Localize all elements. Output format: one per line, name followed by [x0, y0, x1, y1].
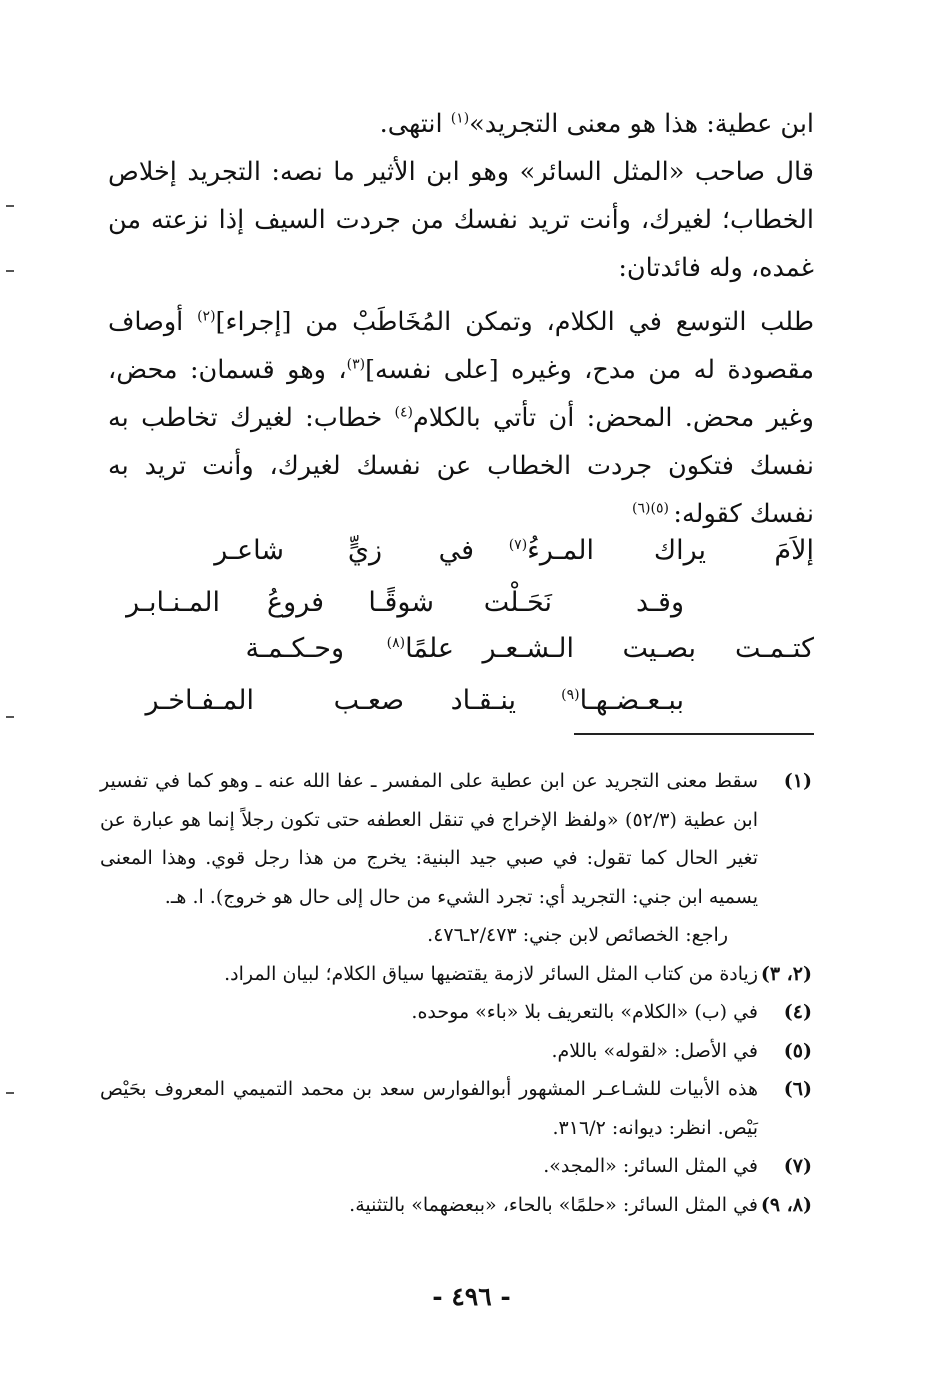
verse-word: شوقًـا [368, 587, 434, 618]
footnote-text-line2: راجع: الخصائص لابن جني: ٢/٤٧٣ـ٤٧٦. [427, 924, 728, 946]
footnote-text: في الأصل: «لقوله» باللام. [551, 1039, 758, 1062]
verse-line-1 [108, 526, 814, 576]
verse-word: يراك [653, 535, 706, 566]
verse-word: وحـكـمـة [245, 633, 344, 664]
footnote-text: في المثل السائر: «حلمًا» بالحاء، «ببعضهما» بالتثنية. [349, 1193, 758, 1216]
footnote-separator [574, 733, 814, 735]
verse-word: المـرءُ$^{(٧)}$ [508, 535, 594, 566]
scan-mark [6, 270, 14, 272]
verse-word: صعـب [333, 685, 404, 716]
p1-end: انتهى. [379, 109, 451, 139]
verse-word: المـفـاخـر [145, 685, 254, 716]
verse-word: ينـقـاد [450, 685, 516, 716]
footnote-ref-4: (٤) [394, 404, 413, 421]
p3c-text: ، وهو قسمان: محض، وغير محض. المحض: أن تأتي بالكلام [108, 355, 814, 433]
verse-word: المـنـابـر [126, 587, 220, 618]
footnote-8-9 [100, 1186, 812, 1225]
scan-mark [6, 205, 14, 207]
verse-word: إلاَمَ [774, 535, 814, 566]
footnote-number: (٤) [783, 1001, 812, 1023]
paragraph-2: قال صاحب «المثل السائر» وهو ابن الأثير ما نصه: التجريد إخلاص الخطاب؛ لغيرك، وأنت تريد نفسك من جردت السيف إذا نزعته من غمده، وله فائدتان: [108, 157, 814, 283]
p1-text: ابن عطية: هذا هو معنى التجريد» [469, 109, 814, 139]
footnote-number: (٦) [783, 1078, 812, 1100]
main-text [108, 100, 814, 538]
footnote-text: هذه الأبيات للشـاعـر المشهور أبوالفوارس سعد بن محمد التميمي المعروف بحَيْص بَيْص. انظر: ديوانه: ٣١٦/٢. [100, 1078, 758, 1139]
footnote-text: زيادة من كتاب المثل السائر لازمة يقتضيها سياق الكلام؛ لبيان المراد. [224, 962, 758, 985]
verse-line-2 [108, 578, 814, 628]
verse-line-4 [108, 676, 814, 726]
verse-word: زيٍّ [347, 535, 382, 566]
verse-word: وقـد [635, 587, 684, 618]
verse-word: كتـمـت [735, 633, 814, 664]
footnote-text: في (ب) «الكلام» بالتعريف بلا «باء» موحده. [411, 1001, 758, 1023]
footnote-7 [100, 1147, 812, 1186]
p3d-text: خطاب: لغيرك تخاطب به نفسك فتكون جردت الخطاب عن نفسك لغيرك، وأنت تريد به نفسك كقوله: [108, 403, 814, 529]
scan-mark [6, 716, 14, 718]
scan-mark [6, 1092, 14, 1094]
footnote-2-3 [100, 955, 812, 994]
footnote-number: (٢، ٣) [760, 962, 812, 985]
verse-word: نَحَـلْت [483, 587, 552, 618]
footnote-ref-5-6: (٥)(٦) [632, 500, 674, 517]
footnote-number: (٧) [783, 1155, 812, 1177]
paragraph-3 [108, 298, 814, 538]
verse-word: الـشـعـر [482, 633, 574, 664]
footnote-ref-1: (١) [450, 110, 470, 127]
footnote-4 [100, 993, 812, 1032]
footnote-number: (٨، ٩) [760, 1193, 812, 1216]
footnote-text: سقط معنى التجريد عن ابن عطية على المفسر ـ عفا الله عنه ـ وهو كما في تفسير ابن عطية (٥٢/٣) «ولفظ الإخراج في تنقل العطفه حتى تكون رجلاً إنما هو عبارة عن تغير الحال كما تقول: في صبي جيد البنية: يخرج من هذا رجل قوي. وهذا المعنى يسميه ابن جني: التجريد أي: تجرد الشيء من حال إلى حال هو خروج). ا. هـ. [100, 770, 758, 908]
footnote-ref-3: (٣) [346, 356, 366, 373]
footnote-ref-2: (٢) [197, 308, 216, 325]
verse-line-3 [108, 624, 814, 674]
footnotes [100, 762, 812, 1224]
footnote-text: في المثل السائر: «المجد». [543, 1155, 758, 1177]
verse-word: بصـيت [622, 633, 696, 664]
footnote-1 [100, 762, 812, 955]
verse-word: في [438, 535, 474, 566]
footnote-5 [100, 1032, 812, 1071]
verse-word: علمًا$^{(٨)}$ [386, 633, 454, 664]
verse-word: شاعـر [214, 535, 284, 566]
page-number: - ٤٩٦ - [432, 1282, 511, 1311]
footnote-number: (٥) [783, 1039, 812, 1062]
footnote-6 [100, 1070, 812, 1147]
footnote-number: (١) [783, 770, 812, 792]
verse-word: فروعُ [267, 587, 324, 618]
verse-word: ببـعـضـهـا$^{(٩)}$ [561, 685, 684, 716]
p3b-text: أوصاف مقصودة له من مدح، وغيره [على نفسه] [108, 307, 814, 385]
paragraph-1 [108, 100, 814, 148]
p3a-text: طلب التوسع في الكلام، وتمكن المُخَاطَبْ من [إجراء] [215, 307, 814, 337]
